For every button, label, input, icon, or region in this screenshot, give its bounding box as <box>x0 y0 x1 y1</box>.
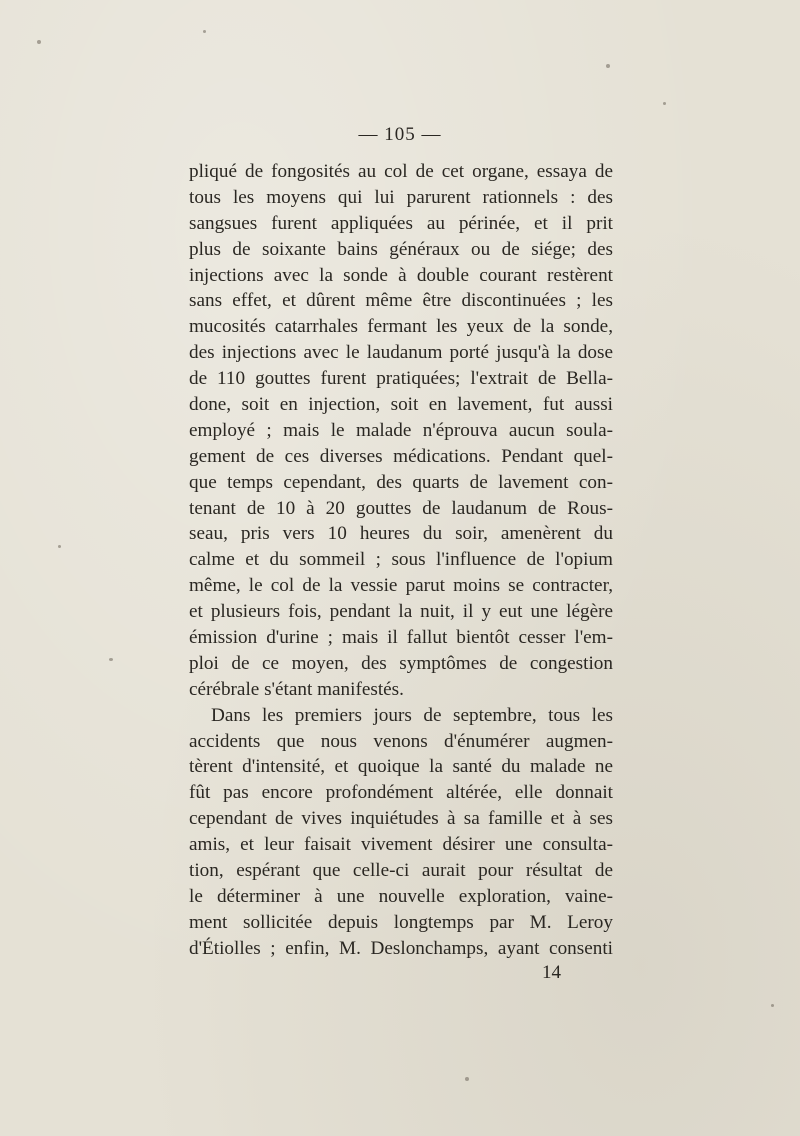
text-line: tion, espérant que celle-ci aurait pour résultat de <box>189 860 613 882</box>
signature-mark: 14 <box>542 962 561 983</box>
text-line: injections avec la sonde à double courant restèrent <box>189 264 613 286</box>
paper-speck <box>203 30 206 33</box>
text-line: pliqué de fongosités au col de cet organe, essaya de <box>189 161 613 182</box>
paragraph-1 <box>189 159 613 703</box>
paper-speck <box>606 64 610 68</box>
paper-speck <box>37 40 41 44</box>
text-line: tous les moyens qui lui parurent rationnels : des <box>189 186 613 208</box>
text-line: tèrent d'intensité, et quoique la santé du malade ne <box>189 756 613 778</box>
paper-speck <box>663 102 666 105</box>
text-line: que temps cependant, des quarts de lavement con- <box>189 471 613 493</box>
page-number: — 105 — <box>358 124 442 145</box>
text-line: ploi de ce moyen, des symptômes de congestion <box>189 652 613 674</box>
text-line: sans effet, et dûrent même être discontinuées ; les <box>189 290 613 312</box>
text-line: mucosités catarrhales fermant les yeux de la sonde, <box>189 316 613 338</box>
text-line: sangsues furent appliquées au périnée, et il prit <box>189 212 613 234</box>
paragraph-2 <box>189 703 613 962</box>
text-line: amis, et leur faisait vivement désirer une consulta- <box>189 834 613 856</box>
text-line: de 110 gouttes furent pratiquées; l'extrait de Bella- <box>189 368 613 390</box>
text-line: et plusieurs fois, pendant la nuit, il y eut une légère <box>189 601 613 623</box>
text-line: Dans les premiers jours de septembre, tous les <box>211 704 613 726</box>
text-line: calme et du sommeil ; sous l'influence de l'opium <box>189 549 613 571</box>
text-line: même, le col de la vessie parut moins se contracter, <box>189 575 613 597</box>
paper-speck <box>465 1077 469 1081</box>
text-line: fût pas encore profondément altérée, elle donnait <box>189 782 613 804</box>
text-line: gement de ces diverses médications. Pendant quel- <box>189 445 613 467</box>
text-line: done, soit en injection, soit en lavement, fut aussi <box>189 394 613 416</box>
text-line: le déterminer à une nouvelle exploration, vaine- <box>189 885 613 907</box>
text-line: employé ; mais le malade n'éprouva aucun soula- <box>189 419 613 441</box>
paper-speck <box>58 545 61 548</box>
text-line: cérébrale s'étant manifestés. <box>189 678 404 700</box>
text-line: accidents que nous venons d'énumérer augmen- <box>189 730 613 752</box>
text-line: plus de soixante bains généraux ou de siége; des <box>189 238 613 260</box>
body-text <box>189 159 613 962</box>
text-line: tenant de 10 à 20 gouttes de laudanum de Rous- <box>189 497 613 519</box>
paper-speck <box>771 1004 774 1007</box>
text-line: seau, pris vers 10 heures du soir, amenèrent du <box>189 523 613 545</box>
text-line: des injections avec le laudanum porté jusqu'à la dose <box>189 342 613 364</box>
text-line: cependant de vives inquiétudes à sa famille et à ses <box>189 808 613 830</box>
text-line: ment sollicitée depuis longtemps par M. Leroy <box>189 911 613 933</box>
paper-speck <box>109 658 113 661</box>
text-line: d'Étiolles ; enfin, M. Deslonchamps, ayant consenti <box>189 937 613 959</box>
text-line: émission d'urine ; mais il fallut bientôt cesser l'em- <box>189 627 613 649</box>
